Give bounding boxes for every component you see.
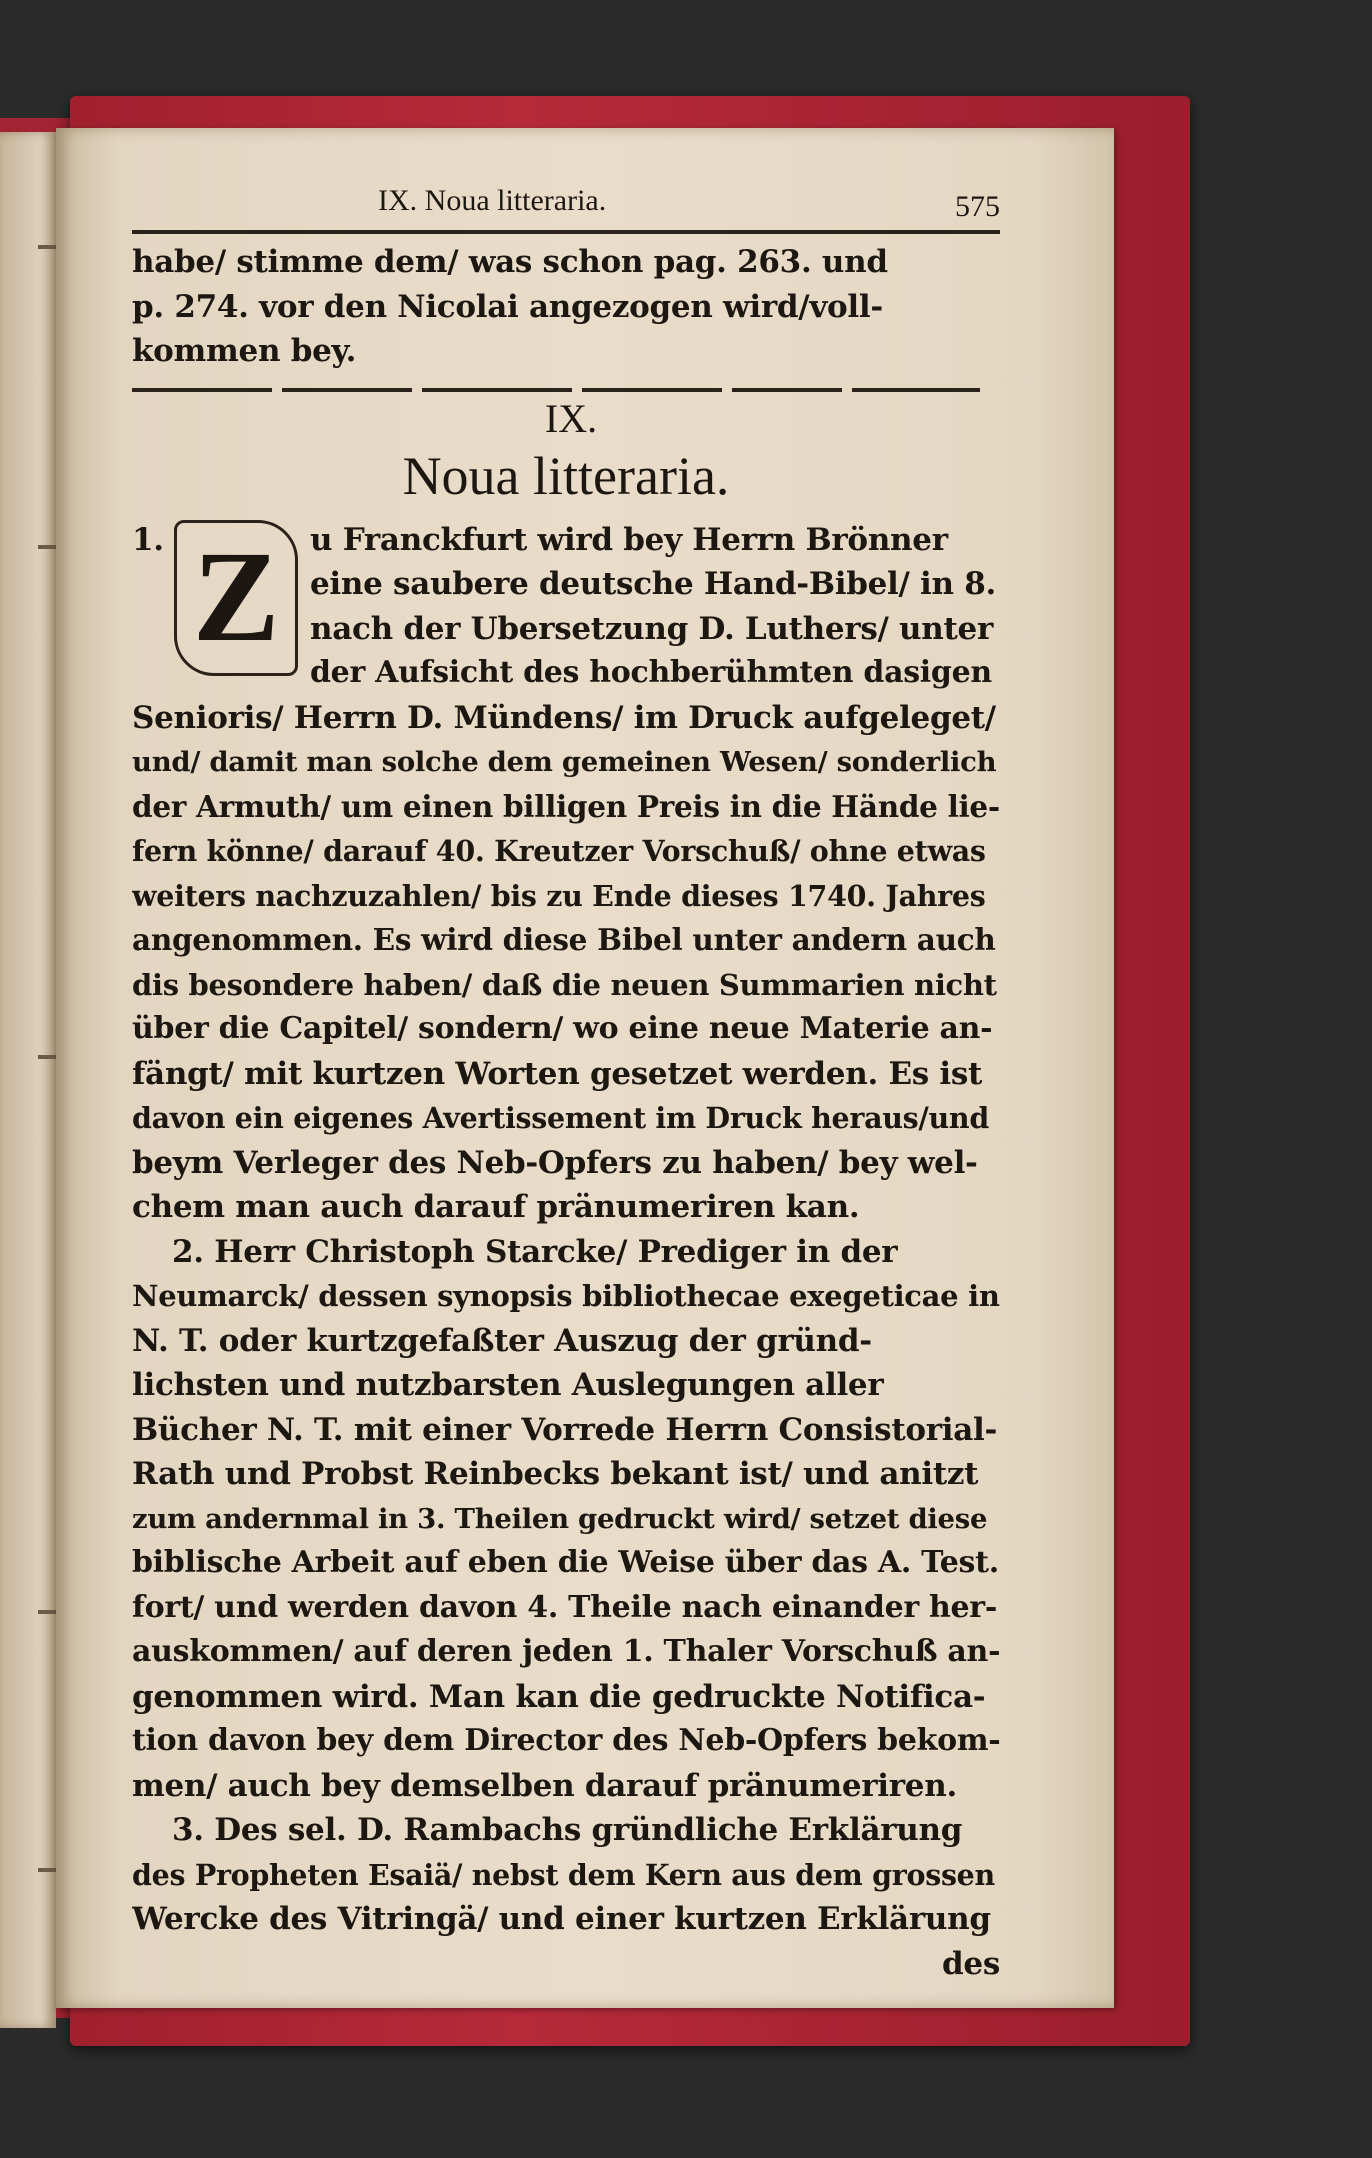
divider-dash (852, 388, 980, 392)
text-line: habe/ stimme dem/ was schon pag. 263. und (132, 244, 888, 280)
text-line: Bücher N. T. mit einer Vorrede Herrn Consistorial- (132, 1411, 998, 1448)
divider-dash (732, 388, 842, 392)
text-line: der Armuth/ um einen billigen Preis in die Hände lie- (132, 788, 1000, 824)
intro-paragraph (132, 240, 1000, 374)
section-divider (132, 388, 1000, 392)
text-line: fängt/ mit kurtzen Worten gesetzet werden. Es ist (132, 1055, 983, 1092)
text-line: dis besondere haben/ daß die neuen Summarien nicht (132, 967, 997, 1002)
page-content (132, 180, 1000, 1986)
text-line: über die Capitel/ sondern/ wo eine neue Materie an- (132, 1011, 993, 1046)
text-line: fort/ und werden davon 4. Theile nach einander her- (132, 1589, 997, 1625)
catchword: des (942, 1945, 1000, 1982)
text-line: biblische Arbeit auf eben die Weise über das A. Test. (132, 1545, 999, 1580)
decorated-initial: Z (174, 520, 298, 676)
text-line: auskommen/ auf deren jeden 1. Thaler Vorschuß an- (132, 1634, 1000, 1669)
header-rule (132, 230, 1000, 234)
text-line: genommen wird. Man kan die gedruckte Notifica- (132, 1678, 986, 1715)
running-head-title: IX. Noua litteraria. (378, 184, 607, 217)
text-line: Senioris/ Herrn D. Mündens/ im Druck aufgeleget/ (132, 699, 996, 736)
text-line: 3. Des sel. D. Rambachs gründliche Erklärung (172, 1812, 963, 1848)
item-number: 1. (132, 521, 164, 558)
text-line: zum andernmal in 3. Theilen gedruckt wird/ setzet diese (132, 1502, 988, 1535)
item-3 (132, 1808, 1000, 1986)
text-line: weiters nachzuzahlen/ bis zu Ende dieses 1740. Jahres (132, 878, 986, 913)
text-line: tion davon bey dem Director des Neb-Opfers bekom- (132, 1723, 1000, 1758)
text-line: davon ein eigenes Avertissement im Druck heraus/und (132, 1101, 989, 1135)
text-line: 2. Herr Christoph Starcke/ Prediger in der (172, 1233, 898, 1270)
running-head (132, 180, 1000, 228)
text-line: nach der Ubersetzung D. Luthers/ unter (310, 610, 993, 647)
divider-dash (422, 388, 572, 392)
text-line: der Aufsicht des hochberühmten dasigen (310, 655, 992, 690)
page-number: 575 (955, 190, 1000, 223)
text-line: eine saubere deutsche Hand-Bibel/ in 8. (310, 566, 997, 602)
text-line: des Propheten Esaiä/ nebst dem Kern aus dem grossen (132, 1857, 995, 1892)
text-line: Rath und Probst Reinbecks bekant ist/ und anitzt (132, 1456, 979, 1492)
left-page-edge (0, 132, 56, 2028)
text-line: Wercke des Vitringä/ und einer kurtzen Erklärung (132, 1901, 991, 1937)
item-2 (132, 1230, 1000, 1809)
divider-dash (282, 388, 412, 392)
text-line: Neumarck/ dessen synopsis bibliothecae exegeticae in (132, 1279, 1000, 1313)
text-line: und/ damit man solche dem gemeinen Wesen/ sonderlich (132, 746, 997, 778)
divider-dash (582, 388, 722, 392)
text-line: N. T. oder kurtzgefaßter Auszug der gründ- (132, 1322, 872, 1359)
divider-dash (132, 388, 272, 392)
text-line: men/ auch bey demselben darauf pränumeriren. (132, 1767, 957, 1804)
text-line: u Franckfurt wird bey Herrn Brönner (310, 521, 948, 558)
text-line: chem man auch darauf pränumeriren kan. (132, 1189, 860, 1225)
text-line: kommen bey. (132, 333, 357, 369)
text-line: fern könne/ darauf 40. Kreutzer Vorschuß/ ohne etwas (132, 834, 986, 868)
book-page (56, 128, 1114, 2008)
section-number: IX. (544, 395, 598, 441)
text-line: angenommen. Es wird diese Bibel unter andern auch (132, 922, 996, 957)
text-line: beym Verleger des Neb-Opfers zu haben/ bey wel- (132, 1144, 978, 1181)
capped-lines (310, 518, 1000, 696)
item-1 (132, 518, 1000, 1230)
text-line: lichsten und nutzbarsten Auslegungen aller (132, 1367, 884, 1403)
section-title: Noua litteraria. (402, 445, 730, 506)
text-line: p. 274. vor den Nicolai angezogen wird/voll- (132, 288, 883, 325)
